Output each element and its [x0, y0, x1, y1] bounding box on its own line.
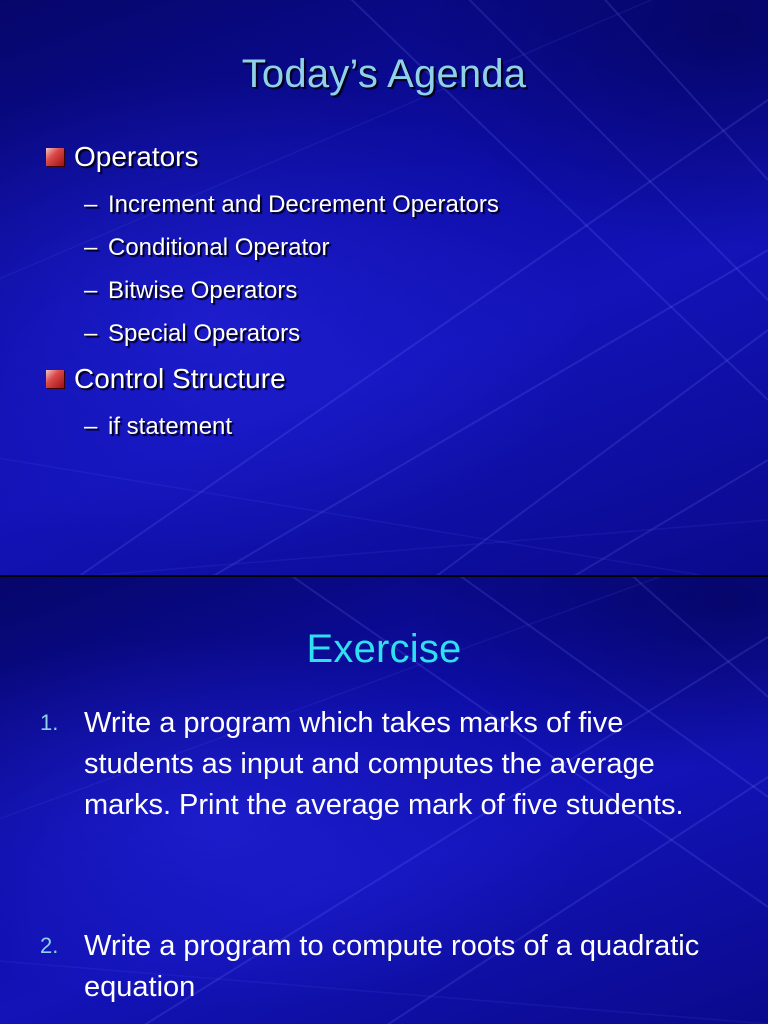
dash-bullet-icon: – — [84, 234, 98, 261]
exercise-title: Exercise — [306, 627, 462, 671]
agenda-subitem-label: Bitwise Operators — [108, 277, 298, 304]
agenda-subitem — [84, 234, 329, 262]
agenda-title: Today’s Agenda — [241, 52, 527, 96]
dash-bullet-icon: – — [84, 277, 98, 304]
dash-bullet-icon: – — [84, 320, 98, 347]
exercise-item-number: 2. — [40, 933, 59, 958]
agenda-subitem — [84, 320, 300, 348]
exercise-item-number: 1. — [40, 710, 59, 735]
agenda-subitem — [84, 277, 297, 305]
exercise-item — [40, 703, 740, 826]
exercise-item-text: Write a program to compute roots of a quadratic equation — [84, 930, 700, 1003]
red-square-bullet-icon — [46, 370, 64, 388]
agenda-bullet-label: Control Structure — [74, 363, 286, 394]
red-square-bullet-icon — [46, 148, 64, 166]
agenda-subitem-label: Increment and Decrement Operators — [108, 191, 499, 218]
dash-bullet-icon: – — [84, 191, 98, 218]
dash-bullet-icon: – — [84, 413, 98, 440]
agenda-subitem — [84, 413, 232, 441]
agenda-bullet-control-structure — [46, 363, 286, 395]
agenda-subitem-label: Conditional Operator — [108, 234, 330, 261]
agenda-subitem — [84, 191, 499, 219]
slide-exercise — [0, 577, 768, 1024]
exercise-item-text: Write a program which takes marks of five students as input and computes the average marks. Print the average mark of five students. — [84, 707, 684, 821]
agenda-subitem-label: Special Operators — [108, 320, 301, 347]
agenda-bullet-label: Operators — [74, 141, 199, 172]
agenda-bullet-operators — [46, 141, 199, 173]
exercise-item — [40, 926, 740, 1008]
agenda-subitem-label: if statement — [108, 413, 233, 440]
